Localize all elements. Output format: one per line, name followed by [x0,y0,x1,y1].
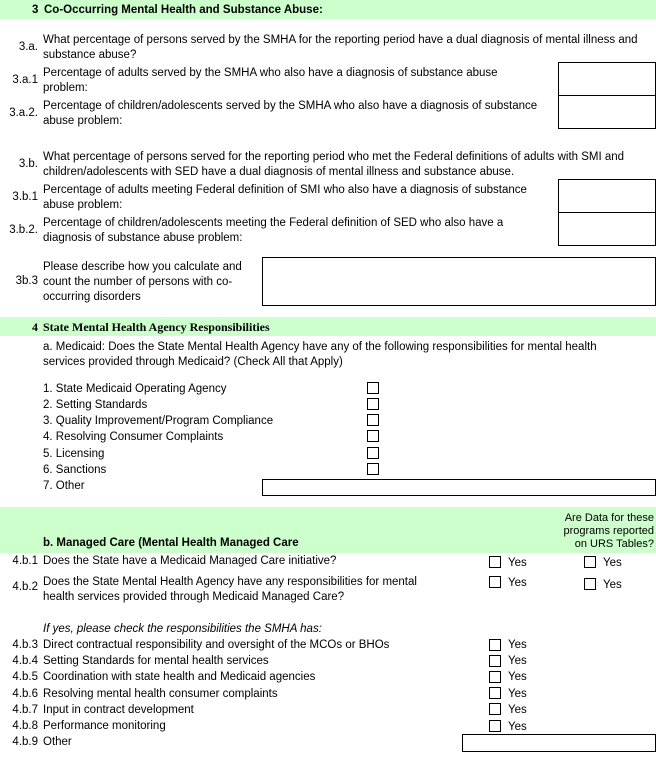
q4b6-number: 4.b.6 [12,688,38,700]
q4b1-urs-checkbox[interactable] [584,556,596,568]
q4b2-number: 4.b.2 [12,581,38,593]
q4b8-yes-checkbox[interactable] [489,720,501,732]
q3a2-text: Percentage of children/adolescents served by the SMHA who also have a diagnosis of substance abuse problem: [43,100,538,127]
medicaid-item-2: 2. Setting Standards [43,399,148,411]
medicaid-item-3-checkbox[interactable] [367,414,379,426]
q3b3-number: 3b.3 [15,275,38,287]
q4b5-text: Coordination with state health and Medicaid agencies [43,671,316,683]
medicaid-item-2-checkbox[interactable] [367,398,379,410]
urs-header: Are Data for these programs reported on URS Tables? [563,512,654,550]
q4b9-text: Other [43,736,72,748]
q4b1-text: Does the State have a Medicaid Managed Care initiative? [43,555,337,567]
q4b5-number: 4.b.5 [12,671,38,683]
q3a2-number: 3.a.2. [9,107,38,119]
q3b-text: What percentage of persons served for the reporting period who met the Federal definitions of adults with SMI and children/adolescents with SED have a dual diagnosis of mental illness and substance abuse. [43,151,625,178]
section-4-number: 4 [32,320,38,334]
medicaid-item-7: 7. Other [43,480,85,492]
q4b2-urs-label: Yes [603,579,622,591]
q3a1-input[interactable] [558,62,656,96]
managed-care-title: b. Managed Care (Mental Health Managed Care [43,537,299,549]
q4b3-yes-checkbox[interactable] [489,639,501,651]
q4b4-yes-checkbox[interactable] [489,655,501,667]
medicaid-item-5: 5. Licensing [43,448,105,460]
q4b3-number: 4.b.3 [12,639,38,651]
q3a2-input[interactable] [558,95,656,129]
medicaid-item-4: 4. Resolving Consumer Complaints [43,431,224,443]
q4b7-yes-label: Yes [508,704,527,716]
q3b2-number: 3.b.2. [9,224,38,236]
q3b2-input[interactable] [558,212,656,246]
section-3-number: 3 [32,4,39,16]
medicaid-item-5-checkbox[interactable] [367,447,379,459]
section-4-title: State Mental Health Agency Responsibilities [43,320,270,334]
q4b5-yes-label: Yes [508,671,527,683]
q3a1-text: Percentage of adults served by the SMHA who also have a diagnosis of substance abuse problem: [43,67,498,94]
q3a-number: 3.a. [18,41,38,53]
q4b6-text: Resolving mental health consumer complaints [43,688,278,700]
medicaid-item-3: 3. Quality Improvement/Program Compliance [43,415,274,427]
medicaid-question: a. Medicaid: Does the State Mental Health Agency have any of the following responsibilities for mental health services provided through Medicaid? (Check All that Apply) [43,341,597,368]
q4b1-yes-checkbox[interactable] [489,556,501,568]
medicaid-item-6-checkbox[interactable] [367,463,379,475]
medicaid-other-input[interactable] [262,479,656,496]
q4b2-yes-checkbox[interactable] [489,576,501,588]
q4b6-yes-label: Yes [508,688,527,700]
q4b5-yes-checkbox[interactable] [489,671,501,683]
q4b7-yes-checkbox[interactable] [489,703,501,715]
q3a1-number: 3.a.1 [12,74,38,86]
q4b3-text: Direct contractual responsibility and oversight of the MCOs or BHOs [43,639,390,651]
q4b4-yes-label: Yes [508,655,527,667]
q4b8-number: 4.b.8 [12,720,38,732]
q4b4-text: Setting Standards for mental health services [43,655,269,667]
medicaid-item-1-checkbox[interactable] [367,382,379,394]
q3b1-number: 3.b.1 [12,191,38,203]
q3b3-textarea[interactable] [262,257,656,306]
q4b9-other-input[interactable] [462,734,656,752]
q3b-number: 3.b. [18,158,38,170]
q3a-text: What percentage of persons served by the SMHA for the reporting period have a dual diagnosis of mental illness and substance abuse? [43,34,638,61]
q4b6-yes-checkbox[interactable] [489,687,501,699]
q4b9-number: 4.b.9 [12,736,38,748]
medicaid-item-6: 6. Sanctions [43,464,107,476]
q4b2-urs-checkbox[interactable] [584,578,596,590]
q3b2-text: Percentage of children/adolescents meeting the Federal definition of SED who also have a diagnosis of substance abuse problem: [43,217,504,244]
section-3-title: Co-Occurring Mental Health and Substance Abuse: [44,4,323,16]
q4b1-number: 4.b.1 [12,555,38,567]
medicaid-item-4-checkbox[interactable] [367,430,379,442]
q4b7-number: 4.b.7 [12,704,38,716]
q3b3-text: Please describe how you calculate and count the number of persons with co-occurring disorders [43,261,242,303]
q4b7-text: Input in contract development [43,704,194,716]
if-yes-instruction: If yes, please check the responsibilities the SMHA has: [43,623,322,635]
q4b8-text: Performance monitoring [43,720,166,732]
q4b2-yes-label: Yes [508,577,527,589]
q4b4-number: 4.b.4 [12,655,38,667]
medicaid-item-1: 1. State Medicaid Operating Agency [43,383,227,395]
q4b1-yes-label: Yes [508,557,527,569]
q4b8-yes-label: Yes [508,721,527,733]
q3b1-text: Percentage of adults meeting Federal definition of SMI who also have a diagnosis of substance abuse problem: [43,184,527,211]
q4b2-text: Does the State Mental Health Agency have any responsibilities for mental health services provided through Medicaid Managed Care? [43,576,417,603]
q4b1-urs-label: Yes [603,557,622,569]
q4b3-yes-label: Yes [508,639,527,651]
q3b1-input[interactable] [558,179,656,213]
